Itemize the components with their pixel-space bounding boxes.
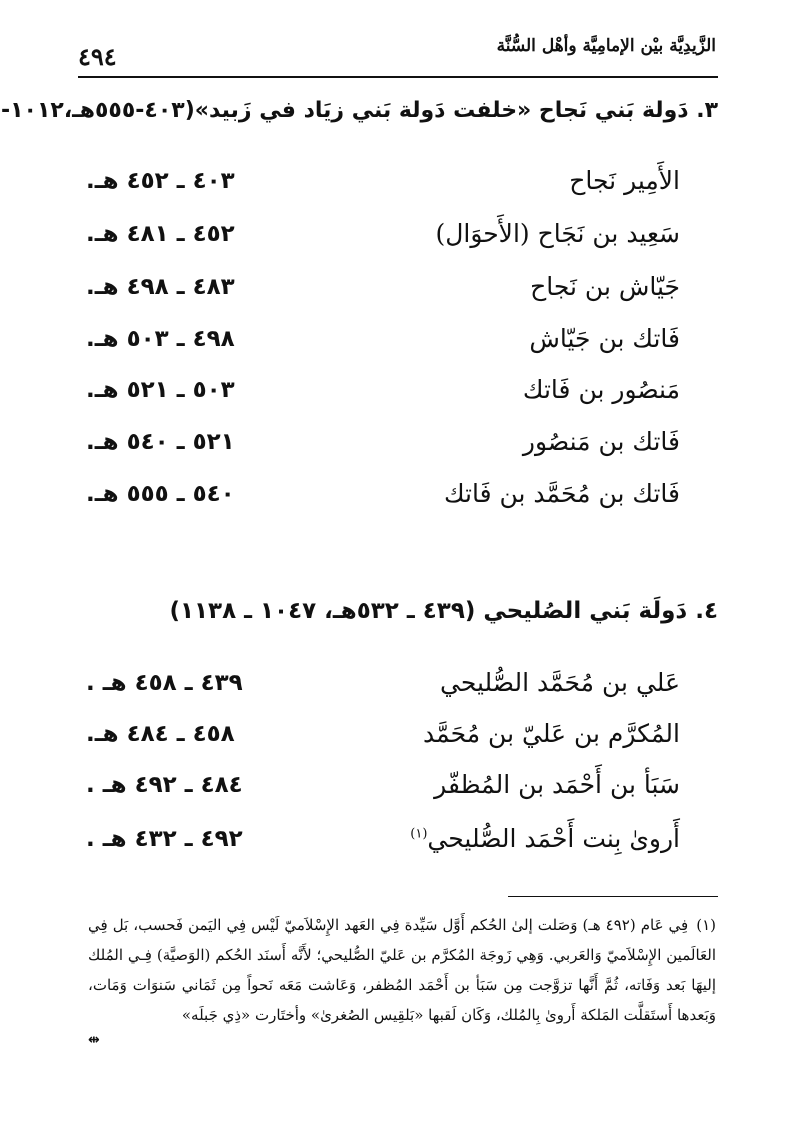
ruler-period: ٥٤٠ ـ ٥٥٥ هـ. (86, 481, 235, 507)
footnote-reference[interactable]: (١) (410, 826, 428, 842)
ruler-name: فَاتك بن مَنصُور (522, 427, 680, 456)
ruler-period: ٥٠٣ ـ ٥٢١ هـ. (86, 377, 235, 403)
footnote-text: فِي عَام (٤٩٢ هـ) وَصَلت إلىٰ الحُكم أَوَّل سَيِّدة فِي العَهد الإِسْلاَميّ لَيْس فِي اليَمن فَحسب، بَل فِي العَالَمين الإِسْلاَميّ وَالعَربي. وَهِي زَوجَة المُكرَّم بن عَليّ الصُّليحي؛ لأَنَّه أَسنَد الحُكم (الوَصيَّة) فِـي المُلك إليهَا بَعد وَفَاته، ثُمَّ أَنَّها تزوَّجت مِن سَبَأ بن أَحْمَد المُظفر، وَعَاشت مَعَه نَحواً مِن ثَمَاني سَنوَات وَمَات، وَبَعدها أَستَقلَّت المَلكة أَروىٰ بِالمُلك، وَكَان لَقبها «بَلقِيس الصُغرىٰ» وأختَارت «ذِي جَبلَه» (88, 916, 716, 1024)
ruler-row (80, 324, 680, 364)
section-heading-najah-dynasty: ٣. دَولة بَني نَجاح «خلفت دَولة بَني زيَاد في زَبيد»(٤٠٣-٥٥٥هـ،١٠١٢- (0, 98, 718, 123)
continuation-arrow-icon: ⇹ (88, 1032, 100, 1048)
running-header (78, 30, 716, 80)
ruler-name: سَبَأ بن أَحْمَد بن المُظفّر (434, 770, 680, 799)
ruler-row (80, 427, 680, 467)
page-number: ٤٩٤ (78, 42, 117, 71)
ruler-row (80, 824, 680, 864)
ruler-period: ٤٠٣ ـ ٤٥٢ هـ. (86, 168, 235, 194)
ruler-name: مَنصُور بن فَاتك (522, 375, 680, 404)
ruler-name: فَاتك بن جَيّاش (529, 324, 680, 353)
ruler-name: جَيّاش بن نَجاح (530, 272, 680, 301)
ruler-row (80, 272, 680, 312)
ruler-period: ٤٨٤ ـ ٤٩٢ هـ . (86, 772, 243, 798)
ruler-period: ٤٨٣ ـ ٤٩٨ هـ. (86, 274, 235, 300)
ruler-name: سَعِيد بن نَجَاح (الأَحوَال) (435, 219, 680, 248)
footnote (88, 910, 716, 1030)
header-rule (78, 76, 718, 78)
ruler-period: ٤٩٨ ـ ٥٠٣ هـ. (86, 326, 235, 352)
ruler-row (80, 166, 680, 206)
section-heading-sulayhid-dynasty: ٤. دَولَة بَني الصُليحي (٤٣٩ ـ ٥٣٢هـ، ١٠٤٧ ـ ١١٣٨) (169, 598, 718, 624)
ruler-period: ٤٥٢ ـ ٤٨١ هـ. (86, 221, 235, 247)
ruler-row (80, 219, 680, 259)
ruler-name-text: أَروىٰ بِنت أَحْمَد الصُّليحي (427, 824, 680, 853)
ruler-period: ٥٢١ ـ ٥٤٠ هـ. (86, 429, 235, 455)
ruler-period: ٤٣٩ ـ ٤٥٨ هـ . (86, 670, 243, 696)
ruler-row (80, 719, 680, 759)
ruler-row (80, 668, 680, 708)
ruler-row (80, 770, 680, 810)
ruler-name (410, 824, 680, 853)
ruler-name: المُكرَّم بن عَليّ بن مُحَمَّد (423, 719, 680, 748)
ruler-name: الأَمِير نَجاح (569, 166, 680, 195)
running-title: الزَّيدِيَّة بيْن الإمامِيَّة وأهْل السُّنَّة (496, 36, 716, 56)
footnote-marker: (١) (696, 916, 716, 934)
ruler-name: فَاتك بن مُحَمَّد بن فَاتك (443, 479, 680, 508)
ruler-row (80, 375, 680, 415)
ruler-row (80, 479, 680, 519)
ruler-name: عَلي بن مُحَمَّد الصُّليحي (439, 668, 680, 697)
ruler-period: ٤٥٨ ـ ٤٨٤ هـ. (86, 721, 235, 747)
footnote-rule (508, 896, 718, 897)
ruler-period: ٤٩٢ ـ ٤٣٢ هـ . (86, 826, 243, 852)
